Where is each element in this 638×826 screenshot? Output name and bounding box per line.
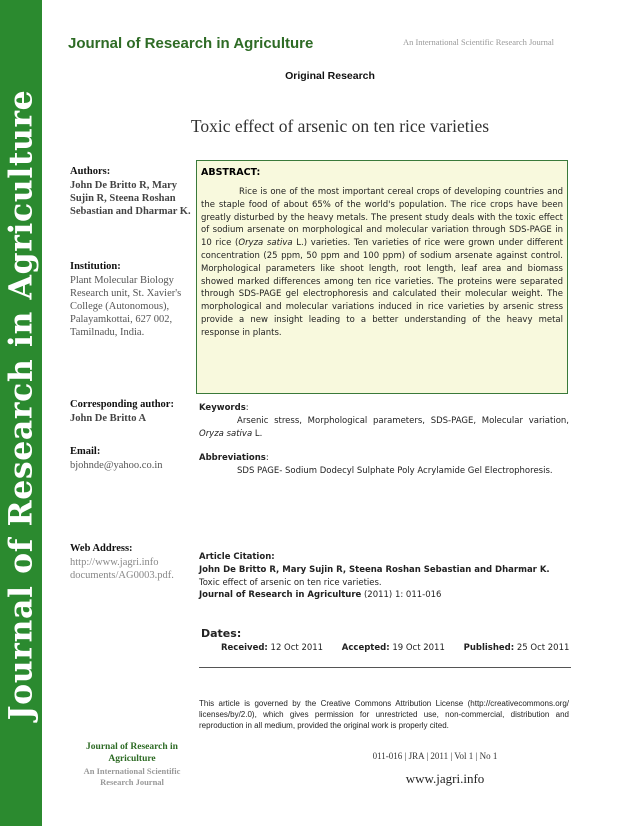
received-date: 12 Oct 2011 <box>270 643 324 653</box>
email-value[interactable]: bjohnde@yahoo.co.in <box>70 460 163 471</box>
footer-tagline: An International Scientific Research Journal <box>83 766 181 787</box>
email-label: Email: <box>70 446 101 457</box>
dates-divider <box>199 667 571 668</box>
abbreviations-heading: Abbreviations <box>199 453 266 463</box>
journal-name: Journal of Research in Agriculture <box>68 35 314 52</box>
keywords: Keywords: Arsenic stress, Morphological parameters, SDS-PAGE, Molecular variation, Oryza sativa L. <box>199 403 569 439</box>
accepted-date: 19 Oct 2011 <box>392 643 445 653</box>
authors-value: John De Britto R, Mary Sujin R, Steena Roshan Sebastian and Dharmar K. <box>70 180 191 217</box>
article-title: Toxic effect of arsenic on ten rice varieties <box>190 116 490 136</box>
corresponding-label: Corresponding author: <box>70 399 174 410</box>
citation-authors: John De Britto R, Mary Sujin R, Steena Roshan Sebastian and Dharmar K. <box>199 564 550 575</box>
citation-heading: Article Citation: <box>199 552 275 562</box>
footer-site-link[interactable]: www.jagri.info <box>405 771 485 786</box>
journal-spine <box>0 0 42 826</box>
journal-tagline: An International Scientific Research Journal <box>402 37 554 47</box>
citation-source: Journal of Research in Agriculture (2011) 1: 011-016 <box>199 590 442 601</box>
spine-title: Journal of Research in Agriculture <box>2 89 40 721</box>
footer-meta: 011-016 | JRA | 2011 | Vol 1 | No 1 <box>372 751 498 761</box>
dates-heading: Dates: <box>201 627 242 640</box>
abstract-text: Rice is one of the most important cereal crops of developing countries and the staple food of about 65% of the world's population. The rice crops have been greatly disturbed by the heavy metals. The present study deals with the toxic effect of sodium arsenate on morphological and molecular variation through SDS-PAGE in 10 rice (Oryza sativa L.) varieties. Ten varieties of rice were grown under different concentration (25 ppm, 50 ppm and 100 ppm) of sodium arsenate against control. Morphological parameters like shoot length, root length, leaf area and biomass showed marked differences among ten rice varieties. The proteins were separated through SDS-PAGE gel electrophoresis and calculated their molecular weight. The morphological and molecular variations induced in rice varieties by arsenic stress provide a new insight leading to a better understanding of the heavy metal response in plants. <box>201 187 564 338</box>
license-text: This article is governed by the Creative Commons Attribution License (http://creativecommons.org/ licenses/by/2.0), which gives permission for unrestricted use, non-commercial, distribution and reproduction in all medium, provided the original work is properly cited. <box>199 699 569 730</box>
abstract-heading: ABSTRACT: <box>201 167 261 178</box>
institution-value: Plant Molecular Biology Research unit, St. Xavier's College (Autonomous), Palayamkottai, 627 002, Tamilnadu, India. <box>70 275 182 338</box>
dates-row: Received: 12 Oct 2011 Accepted: 19 Oct 2011 Published: 25 Oct 2011 <box>221 643 570 653</box>
keywords-text: Arsenic stress, Morphological parameters, SDS-PAGE, Molecular variation, Oryza sativa L. <box>199 415 569 439</box>
web-label: Web Address: <box>70 543 133 554</box>
citation-title: Toxic effect of arsenic on ten rice varieties. <box>199 577 382 588</box>
institution-label: Institution: <box>70 261 121 272</box>
keywords-heading: Keywords <box>199 403 246 413</box>
corresponding-value: John De Britto A <box>70 413 147 424</box>
article-citation <box>199 551 579 602</box>
authors-label: Authors: <box>70 166 111 177</box>
abstract-box <box>196 160 568 394</box>
footer-journal-name: Journal of Research in Agriculture <box>86 742 178 764</box>
abbreviations-text: SDS PAGE- Sodium Dodecyl Sulphate Poly Acrylamide Gel Electrophoresis. <box>237 465 553 476</box>
abbreviations: Abbreviations: SDS PAGE- Sodium Dodecyl Sulphate Poly Acrylamide Gel Electrophoresis. <box>199 452 569 478</box>
published-date: 25 Oct 2011 <box>516 643 570 653</box>
web-link[interactable]: http://www.jagri.info documents/AG0003.pdf. <box>70 557 174 581</box>
article-type: Original Research <box>285 70 375 82</box>
